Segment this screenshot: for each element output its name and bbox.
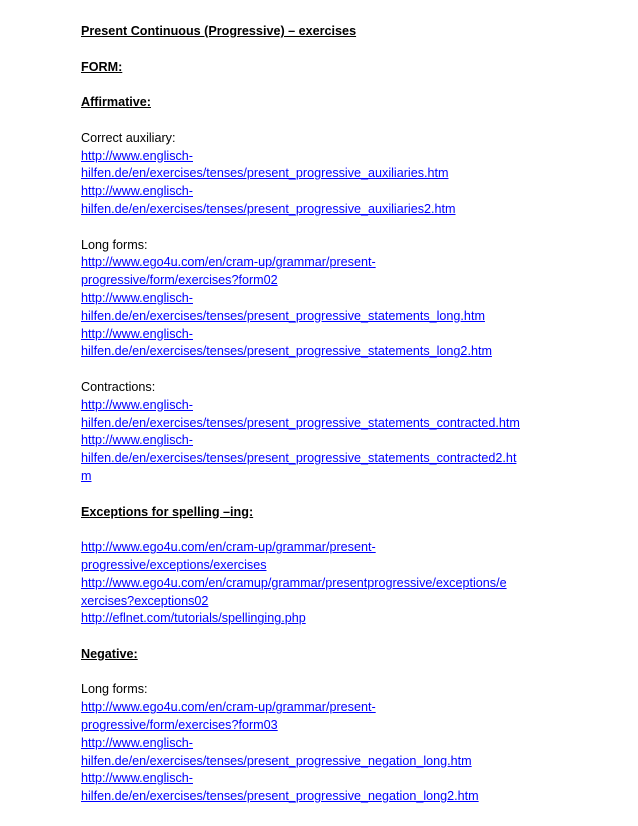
hyperlink-line: hilfen.de/en/exercises/tenses/present_progressive_statements_contracted2.ht (81, 451, 517, 466)
negative-long-forms-label: Long forms: (81, 682, 148, 697)
hyperlink-line: hilfen.de/en/exercises/tenses/present_progressive_statements_contracted.htm (81, 415, 520, 430)
hyperlink-line: http://www.englisch- (81, 735, 193, 750)
hyperlink[interactable] (81, 148, 571, 184)
spacer (81, 664, 571, 682)
hyperlink-line: m (81, 468, 92, 483)
hyperlink-line: http://www.englisch- (81, 148, 193, 163)
negative-heading: Negative: (81, 646, 138, 661)
hyperlink[interactable] (81, 326, 571, 362)
hyperlink-line: hilfen.de/en/exercises/tenses/present_progressive_auxiliaries.htm (81, 166, 449, 181)
hyperlink[interactable] (81, 699, 571, 735)
hyperlink[interactable] (81, 290, 571, 326)
hyperlink[interactable] (81, 432, 571, 485)
contractions-label: Contractions: (81, 379, 156, 394)
hyperlink[interactable] (81, 397, 571, 433)
hyperlink-line: http://www.ego4u.com/en/cram-up/grammar/present- (81, 540, 376, 555)
hyperlink-line: progressive/form/exercises?form02 (81, 273, 278, 288)
hyperlink-line: http://eflnet.com/tutorials/spellinging.php (81, 611, 306, 626)
hyperlink-line: hilfen.de/en/exercises/tenses/present_progressive_negation_long2.htm (81, 789, 479, 804)
auxiliary-label: Correct auxiliary: (81, 130, 176, 145)
hyperlink[interactable] (81, 539, 571, 575)
hyperlink-line: hilfen.de/en/exercises/tenses/present_progressive_auxiliaries2.htm (81, 201, 456, 216)
long-forms-label: Long forms: (81, 237, 148, 252)
hyperlink[interactable] (81, 254, 571, 290)
spacer (81, 486, 571, 504)
hyperlink-line: http://www.englisch- (81, 326, 193, 341)
hyperlink-line: hilfen.de/en/exercises/tenses/present_progressive_statements_long2.htm (81, 344, 492, 359)
contractions-links (81, 397, 571, 486)
hyperlink[interactable] (81, 610, 571, 628)
hyperlink[interactable] (81, 770, 571, 806)
spacer (81, 112, 571, 130)
negative-long-forms-links (81, 699, 571, 806)
hyperlink-line: progressive/exceptions/exercises (81, 557, 267, 572)
hyperlink-line: hilfen.de/en/exercises/tenses/present_progressive_statements_long.htm (81, 308, 485, 323)
hyperlink-line: http://www.ego4u.com/en/cram-up/grammar/present- (81, 700, 376, 715)
hyperlink[interactable] (81, 575, 571, 611)
spelling-heading: Exceptions for spelling –ing: (81, 504, 254, 519)
spacer (81, 76, 571, 94)
hyperlink-line: progressive/form/exercises?form03 (81, 718, 278, 733)
hyperlink-line: http://www.englisch- (81, 184, 193, 199)
hyperlink-line: http://www.englisch- (81, 771, 193, 786)
form-heading: FORM: (81, 59, 123, 74)
spelling-links (81, 539, 571, 628)
auxiliary-links (81, 148, 571, 219)
hyperlink-line: hilfen.de/en/exercises/tenses/present_progressive_negation_long.htm (81, 753, 472, 768)
affirmative-heading: Affirmative: (81, 95, 151, 110)
document-title: Present Continuous (Progressive) – exercises (81, 24, 357, 38)
hyperlink-line: http://www.ego4u.com/en/cram-up/grammar/present- (81, 255, 376, 270)
spacer (81, 219, 571, 237)
hyperlink-line: http://www.ego4u.com/en/cramup/grammar/presentprogressive/exceptions/e (81, 575, 507, 590)
spacer (81, 361, 571, 379)
long-forms-links (81, 254, 571, 361)
document-page (81, 23, 571, 806)
hyperlink-line: xercises?exceptions02 (81, 593, 209, 608)
hyperlink[interactable] (81, 735, 571, 771)
hyperlink-line: http://www.englisch- (81, 290, 193, 305)
spacer (81, 628, 571, 646)
spacer (81, 41, 571, 59)
spacer (81, 521, 571, 539)
hyperlink-line: http://www.englisch- (81, 433, 193, 448)
hyperlink[interactable] (81, 183, 571, 219)
hyperlink-line: http://www.englisch- (81, 397, 193, 412)
